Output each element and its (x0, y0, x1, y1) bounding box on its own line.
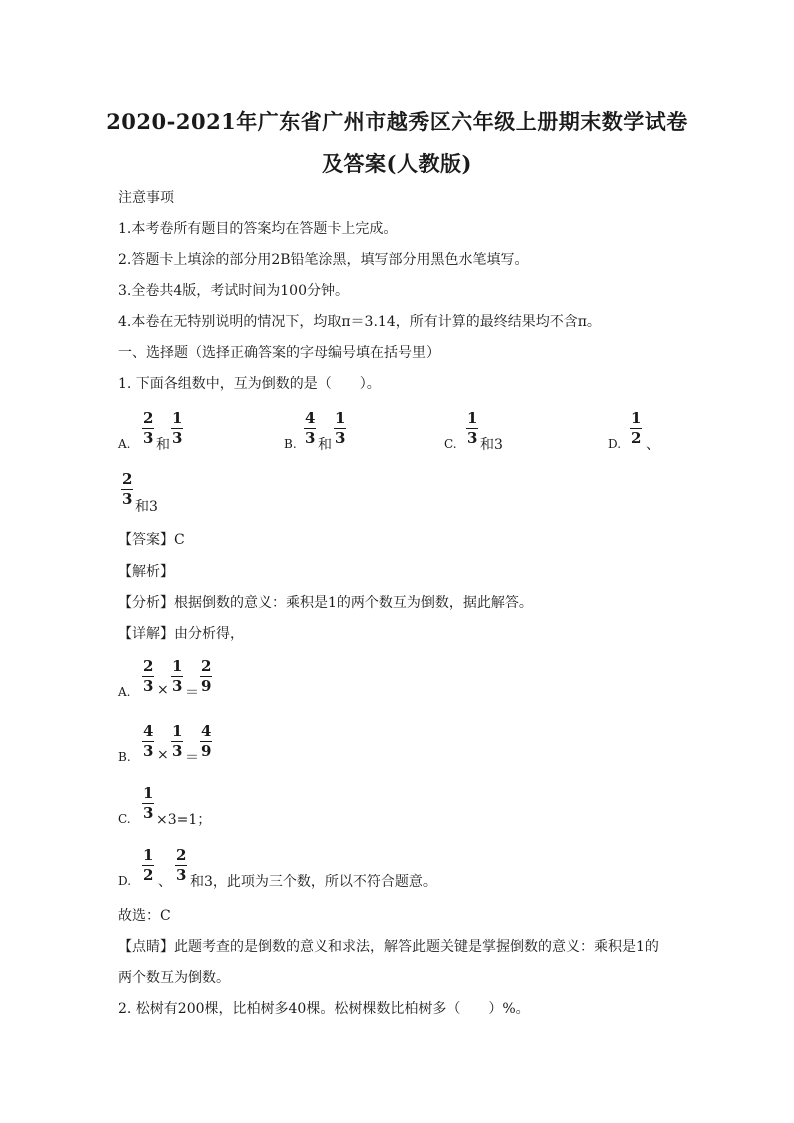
option-c-letter: C. (444, 437, 457, 451)
notice-item-2: 2.答题卡上填涂的部分用2B铅笔涂黑，填写部分用黑色水笔填写。 (118, 252, 529, 268)
work-a-fraction-2 (171, 659, 183, 694)
denominator: 3 (143, 742, 154, 760)
numerator: 1 (631, 409, 642, 427)
option-b-letter: B. (284, 437, 297, 451)
numerator: 1 (143, 784, 154, 802)
work-b-equals: ＝ (185, 750, 199, 766)
numerator: 2 (122, 470, 133, 488)
denominator: 3 (172, 742, 183, 760)
option-b-fraction-1 (304, 411, 316, 446)
option-d-separator: 、 (646, 437, 660, 453)
fenxi-line: 【分析】根据倒数的意义：乘积是1的两个数互为倒数，据此解答。 (118, 595, 533, 611)
denominator: 3 (172, 429, 183, 447)
notice-heading: 注意事项 (118, 190, 174, 206)
work-d-fraction-1 (142, 848, 154, 883)
work-b-fraction-1 (142, 724, 154, 759)
option-a-fraction-2 (171, 411, 183, 446)
denominator: 2 (143, 866, 154, 884)
notice-item-1: 1.本考卷所有题目的答案均在答题卡上完成。 (118, 221, 398, 237)
work-b-fraction-2 (171, 724, 183, 759)
option-d-letter: D. (608, 437, 622, 451)
numerator: 2 (201, 657, 212, 675)
denominator: 3 (172, 677, 183, 695)
option-d-tail: 和3 (135, 499, 158, 515)
work-a-fraction-1 (142, 659, 154, 694)
work-a-letter: A. (118, 685, 131, 699)
work-b-letter: B. (118, 750, 131, 764)
section-heading-choice: 一、选择题（选择正确答案的字母编号填在括号里） (118, 345, 440, 361)
option-c-tail: 和3 (480, 437, 503, 453)
dianjing-line-2: 两个数互为倒数。 (118, 970, 230, 986)
conclusion-line: 故选：C (118, 908, 171, 924)
option-a-connector: 和 (156, 437, 170, 453)
option-a-fraction-1 (142, 411, 154, 446)
numerator: 2 (143, 409, 154, 427)
denominator: 3 (122, 490, 133, 508)
option-d-fraction-2 (121, 472, 133, 507)
denominator: 9 (201, 742, 212, 760)
denominator: 3 (335, 429, 346, 447)
work-d-fraction-2 (175, 848, 187, 883)
numerator: 4 (201, 722, 212, 740)
question-2-stem: 2. 松树有200棵，比柏树多40棵。松树棵数比柏树多（ ）%。 (118, 1001, 530, 1017)
option-a-letter: A. (118, 437, 131, 451)
analysis-heading: 【解析】 (118, 564, 174, 580)
numerator: 2 (176, 846, 187, 864)
work-d-tail: 和3，此项为三个数，所以不符合题意。 (190, 874, 437, 890)
dianjing-line-1: 【点睛】此题考查的是倒数的意义和求法，解答此题关键是掌握倒数的意义：乘积是1的 (118, 939, 659, 955)
work-b-operator: × (157, 747, 169, 763)
option-b-fraction-2 (334, 411, 346, 446)
document-title-line1: 2020-2021年广东省广州市越秀区六年级上册期末数学试卷 (106, 109, 688, 134)
numerator: 1 (172, 722, 183, 740)
work-d-letter: D. (118, 874, 132, 888)
option-b-connector: 和 (318, 437, 332, 453)
denominator: 3 (143, 429, 154, 447)
numerator: 1 (467, 409, 478, 427)
document-title-line2: 及答案(人教版) (322, 151, 472, 176)
work-c-letter: C. (118, 812, 131, 826)
numerator: 1 (143, 846, 154, 864)
denominator: 2 (631, 429, 642, 447)
numerator: 4 (143, 722, 154, 740)
work-c-fraction-1 (142, 786, 154, 821)
notice-item-4: 4.本卷在无特别说明的情况下，均取π＝3.14，所有计算的最终结果均不含π。 (118, 314, 601, 330)
numerator: 2 (143, 657, 154, 675)
option-d-fraction-1 (630, 411, 642, 446)
denominator: 3 (305, 429, 316, 447)
xiangjie-line: 【详解】由分析得， (118, 626, 244, 642)
work-c-tail: ×3=1； (156, 812, 212, 828)
question-1-stem: 1. 下面各组数中，互为倒数的是（ ）。 (118, 376, 381, 392)
work-a-equals: ＝ (185, 685, 199, 701)
numerator: 1 (172, 409, 183, 427)
work-d-separator: 、 (158, 874, 172, 890)
denominator: 3 (143, 804, 154, 822)
option-c-fraction-1 (466, 411, 478, 446)
work-b-result (200, 724, 212, 759)
answer-line: 【答案】C (118, 532, 185, 548)
work-a-result (200, 659, 212, 694)
denominator: 9 (201, 677, 212, 695)
denominator: 3 (176, 866, 187, 884)
denominator: 3 (467, 429, 478, 447)
numerator: 1 (335, 409, 346, 427)
numerator: 1 (172, 657, 183, 675)
numerator: 4 (305, 409, 316, 427)
work-a-operator: × (157, 682, 169, 698)
denominator: 3 (143, 677, 154, 695)
notice-item-3: 3.全卷共4版，考试时间为100分钟。 (118, 283, 349, 299)
